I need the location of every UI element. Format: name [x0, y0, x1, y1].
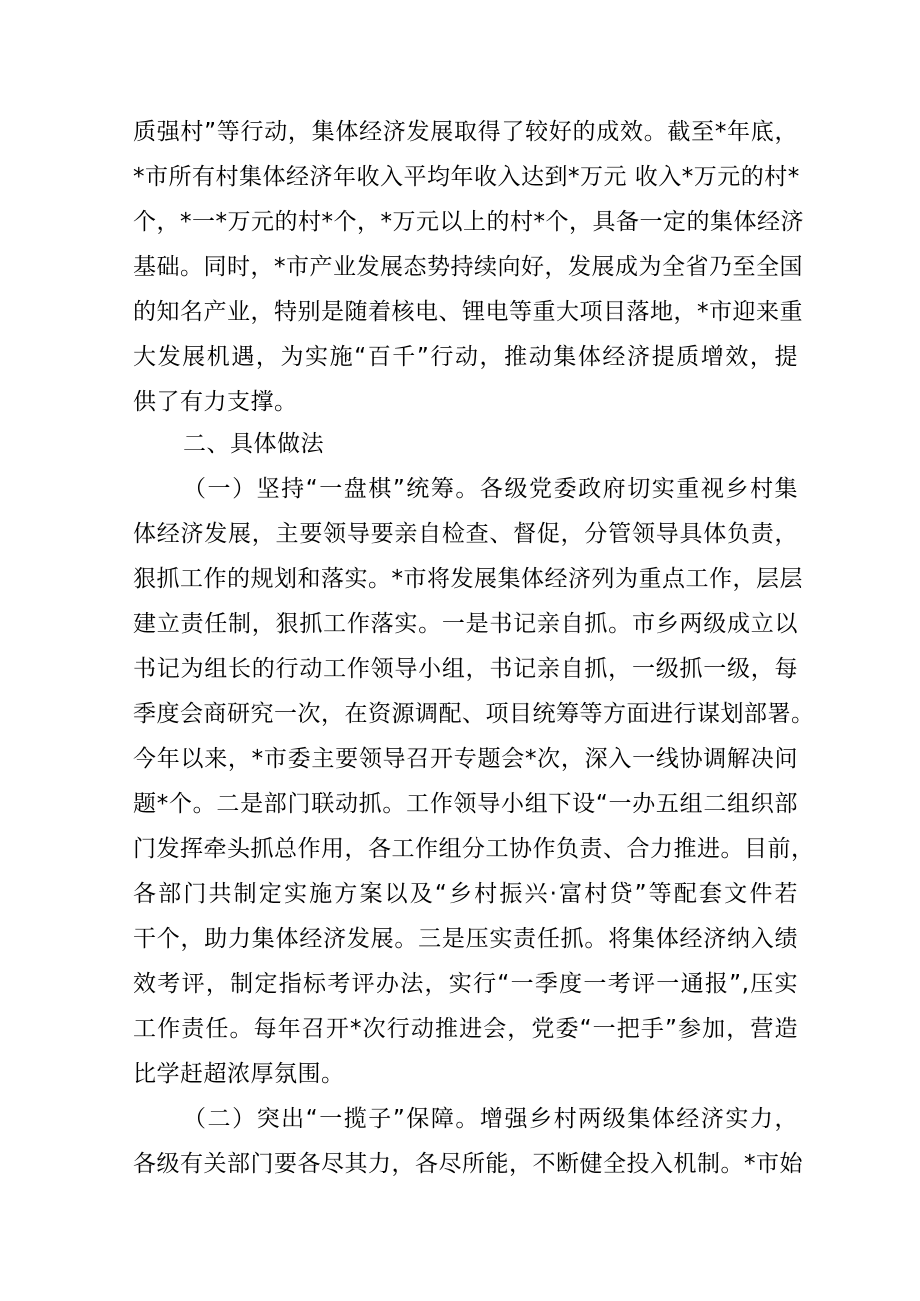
text-line-15: 今年以来，*市委主要领导召开专题会*次，深入一线协调解决问 — [133, 746, 798, 772]
text-line-4: 基础。同时，*市产业发展态势持续向好，发展成为全省乃至全国 — [133, 254, 803, 280]
text-line-12: 建立责任制，狠抓工作落实。一是书记亲自抓。市乡两级成立以 — [133, 611, 798, 637]
text-line-16: 题*个。二是部门联动抓。工作领导小组下设“一办五组二组织部 — [133, 791, 798, 817]
text-line-11: 狠抓工作的规划和落实。*市将发展集体经济列为重点工作，层层 — [133, 566, 803, 592]
text-line-1: 质强村”等行动，集体经济发展取得了较好的成效。截至*年底， — [133, 119, 798, 145]
text-line-7: 供了有力支撑。 — [133, 389, 298, 415]
paragraph-1-first-line: （一）坚持“一盘棋”统筹。各级党委政府切实重视乡村集 — [183, 476, 798, 502]
text-line-5: 的知名产业，特别是随着核电、锂电等重大项目落地，*市迎来重 — [133, 299, 803, 325]
paragraph-2-first-line: （二）突出“一揽子”保障。增强乡村两级集体经济实力， — [183, 1106, 798, 1132]
text-line-6: 大发展机遇，为实施“百千”行动，推动集体经济提质增效，提 — [133, 344, 798, 370]
text-line-2: *市所有村集体经济年收入平均年收入达到*万元 收入*万元的村* — [133, 164, 800, 190]
text-line-14: 季度会商研究一次，在资源调配、项目统筹等方面进行谋划部署。 — [133, 701, 815, 727]
text-line-18: 各部门共制定实施方案以及“乡村振兴·富村贷”等配套文件若 — [133, 881, 798, 907]
text-line-10: 体经济发展，主要领导要亲自检查、督促，分管领导具体负责， — [133, 521, 798, 547]
text-line-3: 个，*一*万元的村*个，*万元以上的村*个，具备一定的集体经济 — [133, 209, 804, 235]
text-line-17: 门发挥牵头抓总作用，各工作组分工协作负责、合力推进。目前， — [133, 836, 815, 862]
text-line-22: 比学赶超浓厚氛围。 — [133, 1061, 345, 1087]
text-line-19: 干个，助力集体经济发展。三是压实责任抓。将集体经济纳入绩 — [133, 926, 798, 952]
section-heading: 二、具体做法 — [183, 431, 324, 457]
text-line-20: 效考评，制定指标考评办法，实行“一季度一考评一通报”,压实 — [133, 971, 798, 997]
text-line-13: 书记为组长的行动工作领导小组，书记亲自抓，一级抓一级，每 — [133, 656, 798, 682]
text-line-21: 工作责任。每年召开*次行动推进会，党委“一把手”参加，营造 — [133, 1016, 798, 1042]
text-line-24: 各级有关部门要各尽其力，各尽所能，不断健全投入机制。*市始 — [133, 1151, 803, 1177]
